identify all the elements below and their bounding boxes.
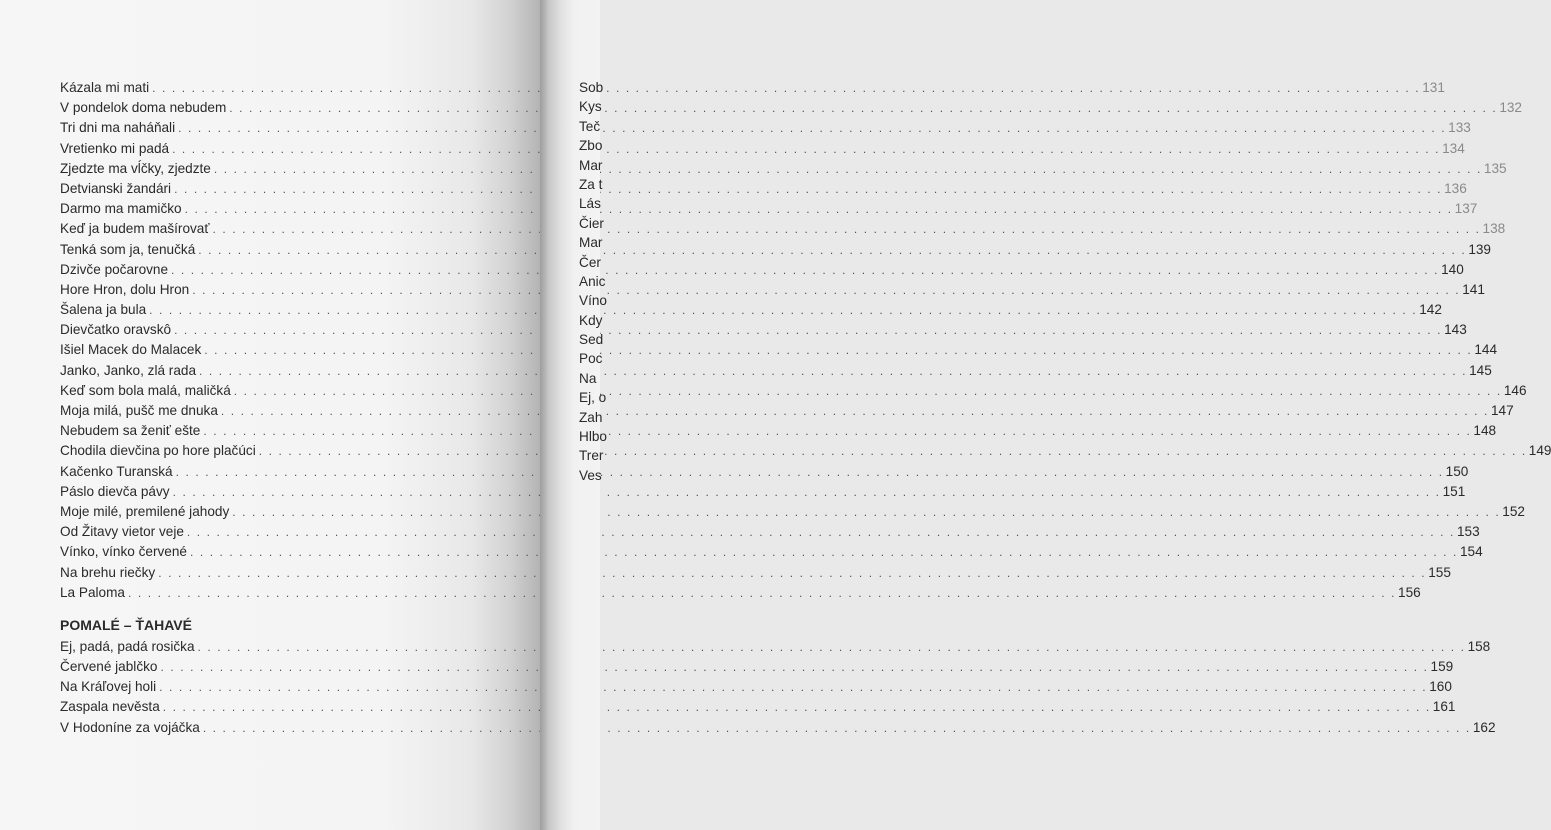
dot-leader bbox=[176, 462, 1444, 482]
toc-entry-page-number: 154 bbox=[1460, 544, 1483, 560]
toc-entry-page-number: 159 bbox=[1430, 659, 1454, 675]
toc-entry-title: Tri dni ma naháňali bbox=[60, 120, 176, 136]
toc-entry-title: Hore Hron, dolu Hron bbox=[60, 281, 190, 297]
toc-entry-title: Keď som bola malá, maličká bbox=[60, 382, 231, 398]
right-page-entry-fragment: Sed bbox=[579, 332, 604, 348]
section-heading: POMALÉ – ŤAHAVÉ bbox=[60, 616, 192, 633]
toc-entry-page-number: 140 bbox=[1441, 261, 1464, 277]
toc-entry bbox=[60, 502, 1525, 522]
right-page-entry-fragment: Trer bbox=[579, 448, 604, 464]
dot-leader bbox=[199, 361, 1467, 381]
toc-entry-title: Darmo ma mamičko bbox=[60, 201, 182, 217]
toc-entry-page-number: 147 bbox=[1490, 403, 1514, 418]
toc-entry bbox=[60, 637, 1491, 657]
toc-entry-page-number: 141 bbox=[1462, 281, 1485, 297]
toc-entry-title: Páslo dievča pávy bbox=[60, 483, 170, 499]
toc-entry bbox=[60, 583, 1421, 603]
toc-entry bbox=[60, 542, 1483, 562]
right-page-entry-fragment: Ves bbox=[579, 467, 602, 483]
toc-entry-title: La Paloma bbox=[60, 584, 125, 600]
toc-entry-title: Janko, Janko, zlá rada bbox=[60, 362, 197, 378]
right-page-entry-fragment: Teč bbox=[579, 118, 601, 134]
toc-entry bbox=[60, 563, 1451, 583]
toc-entry bbox=[60, 718, 1496, 738]
right-page-entry-fragment: Mar bbox=[579, 235, 603, 251]
dot-leader bbox=[171, 260, 1439, 280]
dot-leader bbox=[163, 697, 1431, 717]
toc-entry-title: Vínko, vínko červené bbox=[60, 544, 187, 560]
right-page-entry-fragment: Poc bbox=[579, 351, 603, 367]
right-page-entry-fragment: Čer bbox=[579, 254, 601, 270]
toc-entry-title: Moje milé, premilené jahody bbox=[60, 503, 230, 519]
toc-entry-page-number: 149 bbox=[1528, 443, 1551, 459]
toc-entry-title: Detvianski žandári bbox=[60, 180, 172, 196]
dot-leader bbox=[172, 139, 1440, 159]
toc-entry-title: Vretienko mi padá bbox=[60, 140, 170, 156]
dot-leader bbox=[234, 381, 1502, 401]
toc-entry-page-number: 131 bbox=[1422, 80, 1445, 95]
dot-leader bbox=[203, 718, 1471, 738]
right-page-entry-fragment: Lás bbox=[579, 196, 601, 212]
dot-leader bbox=[190, 542, 1458, 562]
dot-leader bbox=[259, 441, 1527, 461]
toc-entry-page-number: 160 bbox=[1429, 679, 1452, 695]
right-page-entry-fragment: Kys bbox=[579, 99, 602, 115]
toc-entry-title: Šalena ja bula bbox=[60, 302, 147, 318]
dot-leader bbox=[229, 98, 1497, 118]
toc-entry-page-number: 138 bbox=[1482, 221, 1506, 237]
toc-entry-title: Zaspala nevěsta bbox=[60, 699, 160, 715]
toc-entry-title: Ej, padá, padá rosička bbox=[60, 638, 195, 654]
right-page-entry-fragment: Kdy bbox=[579, 312, 603, 328]
toc-entry-title: Tenká som ja, tenučká bbox=[60, 241, 196, 257]
toc-entry-page-number: 146 bbox=[1503, 382, 1527, 398]
toc-entry-page-number: 139 bbox=[1468, 241, 1491, 257]
right-page-entry-fragment: Ej, o bbox=[579, 390, 607, 406]
toc-entry-title: Zjedzte ma vĺčky, zjedzte bbox=[60, 160, 211, 176]
dot-leader bbox=[212, 219, 1480, 239]
dot-leader bbox=[214, 159, 1482, 179]
toc-entry-page-number: 134 bbox=[1442, 140, 1465, 156]
dot-leader bbox=[187, 522, 1455, 542]
toc-entry-page-number: 133 bbox=[1448, 120, 1471, 136]
dot-leader bbox=[185, 199, 1453, 219]
dot-leader bbox=[128, 583, 1396, 603]
toc-entry bbox=[60, 697, 1456, 717]
dot-leader bbox=[204, 340, 1472, 360]
toc-entry-title: Dzivče počarovne bbox=[60, 261, 169, 277]
toc-entry-title: V Hodoníne za vojáčka bbox=[60, 719, 200, 735]
dot-leader bbox=[173, 482, 1441, 502]
toc-entry-title: V pondelok doma nebudem bbox=[60, 100, 227, 116]
toc-entry-page-number: 161 bbox=[1432, 699, 1456, 715]
toc-entry bbox=[60, 522, 1480, 542]
toc-entry-title: Od Žitavy vietor veje bbox=[60, 524, 184, 540]
toc-entry-title: Kázala mi mati bbox=[60, 80, 150, 95]
toc-entry-title: Nebudem sa ženiť ešte bbox=[60, 423, 201, 439]
dot-leader bbox=[159, 677, 1427, 697]
toc-entry-page-number: 153 bbox=[1456, 524, 1480, 540]
right-page-entry-fragment: Mar bbox=[579, 157, 603, 173]
toc-entry-page-number: 152 bbox=[1502, 503, 1525, 519]
toc-entry-page-number: 162 bbox=[1472, 719, 1496, 735]
toc-entry-title: Išiel Macek do Malacek bbox=[60, 342, 202, 358]
toc-entry-page-number: 156 bbox=[1398, 584, 1421, 600]
toc-section-list bbox=[60, 637, 1496, 738]
right-page-entry-fragment: Čier bbox=[579, 215, 604, 231]
dot-leader bbox=[232, 502, 1500, 522]
dot-leader bbox=[174, 320, 1442, 340]
toc-entry-page-number: 155 bbox=[1428, 564, 1451, 580]
toc-entry-page-number: 136 bbox=[1444, 180, 1467, 196]
dot-leader bbox=[158, 563, 1426, 583]
toc-entry-page-number: 135 bbox=[1483, 160, 1507, 176]
right-page-entry-fragment: Zah bbox=[579, 409, 603, 425]
toc-entry-title: Dievčatko oravskô bbox=[60, 322, 172, 338]
toc-entry-title: Na brehu riečky bbox=[60, 564, 156, 580]
toc-entry-page-number: 150 bbox=[1445, 463, 1469, 479]
dot-leader bbox=[152, 78, 1420, 98]
toc-entry-page-number: 132 bbox=[1499, 100, 1522, 116]
right-page-entry-fragment: Na bbox=[579, 370, 597, 386]
toc-entry-title: Na Kráľovej holi bbox=[60, 679, 157, 695]
toc-entry-page-number: 145 bbox=[1469, 362, 1492, 378]
right-page-entry-fragment: Za t bbox=[579, 176, 603, 192]
right-page-list bbox=[579, 78, 607, 485]
toc-entry-page-number: 144 bbox=[1474, 342, 1498, 358]
dot-leader bbox=[192, 280, 1460, 300]
dot-leader bbox=[149, 300, 1417, 320]
toc-entry bbox=[60, 657, 1454, 677]
toc-entry-page-number: 142 bbox=[1419, 302, 1442, 318]
right-page-entry-fragment: Sob bbox=[579, 80, 604, 95]
toc-entry-page-number: 158 bbox=[1467, 638, 1491, 654]
toc-entry-page-number: 148 bbox=[1473, 423, 1497, 439]
right-page-entry-fragment: Hlbo bbox=[579, 429, 607, 445]
dot-leader bbox=[198, 240, 1466, 260]
toc-entry-page-number: 151 bbox=[1442, 483, 1466, 499]
right-page bbox=[560, 0, 607, 830]
dot-leader bbox=[160, 657, 1428, 677]
dot-leader bbox=[221, 401, 1489, 421]
toc-entry-page-number: 137 bbox=[1454, 201, 1478, 217]
right-page-entry-fragment: Zbo bbox=[579, 138, 603, 154]
book-gutter bbox=[540, 0, 562, 830]
toc-entry bbox=[60, 482, 1466, 502]
toc-entry-title: Kačenko Turanská bbox=[60, 463, 173, 479]
toc-entry-title: Chodila dievčina po hore plačúci bbox=[60, 443, 256, 459]
right-page-entry-fragment: Víno bbox=[579, 293, 607, 309]
dot-leader bbox=[178, 118, 1446, 138]
toc-entry-title: Červené jablčko bbox=[60, 659, 158, 675]
toc-entry-title: Keď ja budem mašírovať bbox=[60, 221, 210, 237]
right-page-entry-fragment: Anic bbox=[579, 273, 606, 289]
toc-entry-page-number: 143 bbox=[1444, 322, 1467, 338]
dot-leader bbox=[198, 637, 1466, 657]
toc-entry bbox=[60, 677, 1452, 697]
dot-leader bbox=[174, 179, 1442, 199]
dot-leader bbox=[203, 421, 1471, 441]
toc-entry-title: Moja milá, pušč me dnuka bbox=[60, 403, 218, 418]
